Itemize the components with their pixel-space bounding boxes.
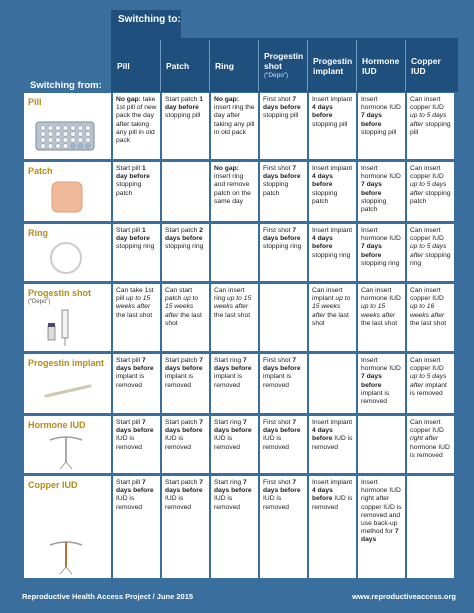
table-cell: Can insert copper IUD up to 5 days after stopping pill: [407, 93, 454, 159]
column-header-ring: [211, 40, 258, 91]
row-label-copper-iud: [24, 476, 111, 578]
table-cell: First shot 7 days before stopping pill: [260, 93, 307, 159]
table-cell: Can insert copper IUD right after hormone IUD is removed: [407, 416, 454, 473]
column-header-label: Progestin implant: [313, 55, 353, 76]
row-label-ring: [24, 224, 111, 281]
table-cell: Can insert copper IUD up to 5 days after stopping ring: [407, 224, 454, 281]
table-cell: [358, 416, 405, 473]
table-cell: Start pill 1 day before stopping patch: [113, 162, 160, 221]
table-cell: Can insert copper IUD up to 16 weeks after the last shot: [407, 284, 454, 351]
footer-website: www.reproductiveaccess.org: [352, 592, 456, 601]
table-cell: First shot 7 days before IUD is removed: [260, 416, 307, 473]
row-label-name: Hormone IUD: [28, 420, 86, 430]
table-cell: First shot 7 days before stopping patch: [260, 162, 307, 221]
table-cell: Insert implant 4 days before stopping ring: [309, 224, 356, 281]
row-label-sublabel: (“Depo”): [28, 299, 51, 305]
column-header-progestin-implant: [309, 40, 356, 91]
switching-to-label: Switching to:: [118, 14, 181, 25]
table-cell: Start pill 7 days before implant is removed: [113, 354, 160, 413]
table-cell: Start patch 7 days before implant is removed: [162, 354, 209, 413]
copper-iud-icon: [32, 535, 102, 575]
table-cell: First shot 7 days before IUD is removed: [260, 476, 307, 578]
header-divider: [258, 40, 259, 91]
row-label-progestin-implant: [24, 354, 111, 413]
column-header-label: Pill: [117, 60, 130, 71]
table-cell: Insert hormone IUD 7 days before implant is removed: [358, 354, 405, 413]
table-cell: Can insert ring up to 15 weeks after the last shot: [211, 284, 258, 351]
header-divider: [209, 40, 210, 91]
table-cell: Can insert implant up to 15 weeks after the last shot: [309, 284, 356, 351]
table-cell: Insert implant 4 days before IUD is removed: [309, 416, 356, 473]
table-cell: Can take 1st pill up to 15 weeks after the last shot: [113, 284, 160, 351]
table-cell: Start ring 7 days before IUD is removed: [211, 416, 258, 473]
table-cell: [309, 354, 356, 413]
table-cell: Can start patch up to 15 weeks after the last shot: [162, 284, 209, 351]
row-label-name: Progestin shot: [28, 288, 92, 298]
column-header-label: Patch: [166, 60, 190, 71]
table-cell: Start patch 7 days before IUD is removed: [162, 416, 209, 473]
row-label-name: Progestin implant: [28, 358, 105, 368]
table-cell: [260, 284, 307, 351]
column-header-hormone-iud: [358, 40, 405, 91]
table-cell: First shot 7 days before stopping ring: [260, 224, 307, 281]
syringe-icon: [32, 308, 102, 348]
row-label-pill: [24, 93, 111, 159]
table-cell: Start patch 2 days before stopping ring: [162, 224, 209, 281]
table-cell: Insert implant 4 days before IUD is removed: [309, 476, 356, 578]
table-cell: No gap: insert ring and remove patch on the same day: [211, 162, 258, 221]
row-label-name: Ring: [28, 228, 48, 238]
header-divider: [356, 40, 357, 91]
switching-from-label: Switching from:: [30, 80, 102, 91]
header-divider: [405, 40, 406, 91]
table-cell: Can insert hormone IUD up to 15 weeks after the last shot: [358, 284, 405, 351]
pill-pack-icon: [32, 116, 102, 156]
table-cell: Can insert copper IUD up to 5 days after implant is removed: [407, 354, 454, 413]
table-cell: Start patch 1 day before stopping pill: [162, 93, 209, 159]
table-cell: First shot 7 days before implant is removed: [260, 354, 307, 413]
hormone-iud-icon: [32, 430, 102, 470]
table-cell: [407, 476, 454, 578]
table-cell: Can insert copper IUD up to 5 days after stopping patch: [407, 162, 454, 221]
header-divider: [160, 40, 161, 91]
footer-credit: Reproductive Health Access Project / June 2015: [22, 592, 194, 601]
row-label-progestin-shot: [24, 284, 111, 351]
table-cell: Start pill 7 days before IUD is removed: [113, 416, 160, 473]
column-header-label: Copper IUD: [411, 55, 441, 76]
column-header-label: Progestin shot: [264, 50, 304, 71]
implant-rod-icon: [32, 370, 102, 410]
table-cell: Insert hormone IUD 7 days before stopping ring: [358, 224, 405, 281]
header-divider: [307, 40, 308, 91]
column-header-pill: [113, 40, 160, 91]
table-cell: [211, 224, 258, 281]
table-cell: No gap: take 1st pill of new pack the day after taking any pill in old pack: [113, 93, 160, 159]
column-header-label: Ring: [215, 60, 234, 71]
row-label-name: Copper IUD: [28, 480, 78, 490]
column-header-sublabel: (“Depo”): [264, 71, 289, 79]
column-header-copper-iud: [407, 40, 454, 91]
table-cell: Insert hormone IUD 7 days before stopping pill: [358, 93, 405, 159]
table-cell: Insert implant 4 days before stopping pill: [309, 93, 356, 159]
table-cell: Start ring 7 days before implant is removed: [211, 354, 258, 413]
table-cell: Insert hormone IUD right after copper IUD is removed and use back-up method for 7 days: [358, 476, 405, 578]
row-label-name: Patch: [28, 166, 53, 176]
column-header-label: Hormone IUD: [362, 55, 400, 76]
table-cell: Start pill 1 day before stopping ring: [113, 224, 160, 281]
row-label-name: Pill: [28, 97, 42, 107]
table-cell: Insert hormone IUD 7 days before stopping patch: [358, 162, 405, 221]
table-cell: Insert implant 4 days before stopping patch: [309, 162, 356, 221]
row-label-hormone-iud: [24, 416, 111, 473]
table-cell: No gap: insert ring the day after taking any pill in old pack: [211, 93, 258, 159]
column-header-progestin-shot: [260, 40, 307, 91]
column-header-patch: [162, 40, 209, 91]
table-cell: Start ring 7 days before IUD is removed: [211, 476, 258, 578]
row-label-patch: [24, 162, 111, 221]
table-cell: Start patch 7 days before IUD is removed: [162, 476, 209, 578]
table-cell: [162, 162, 209, 221]
table-cell: Start pill 7 days before IUD is removed: [113, 476, 160, 578]
ring-icon: [32, 238, 102, 278]
patch-icon: [32, 178, 102, 218]
